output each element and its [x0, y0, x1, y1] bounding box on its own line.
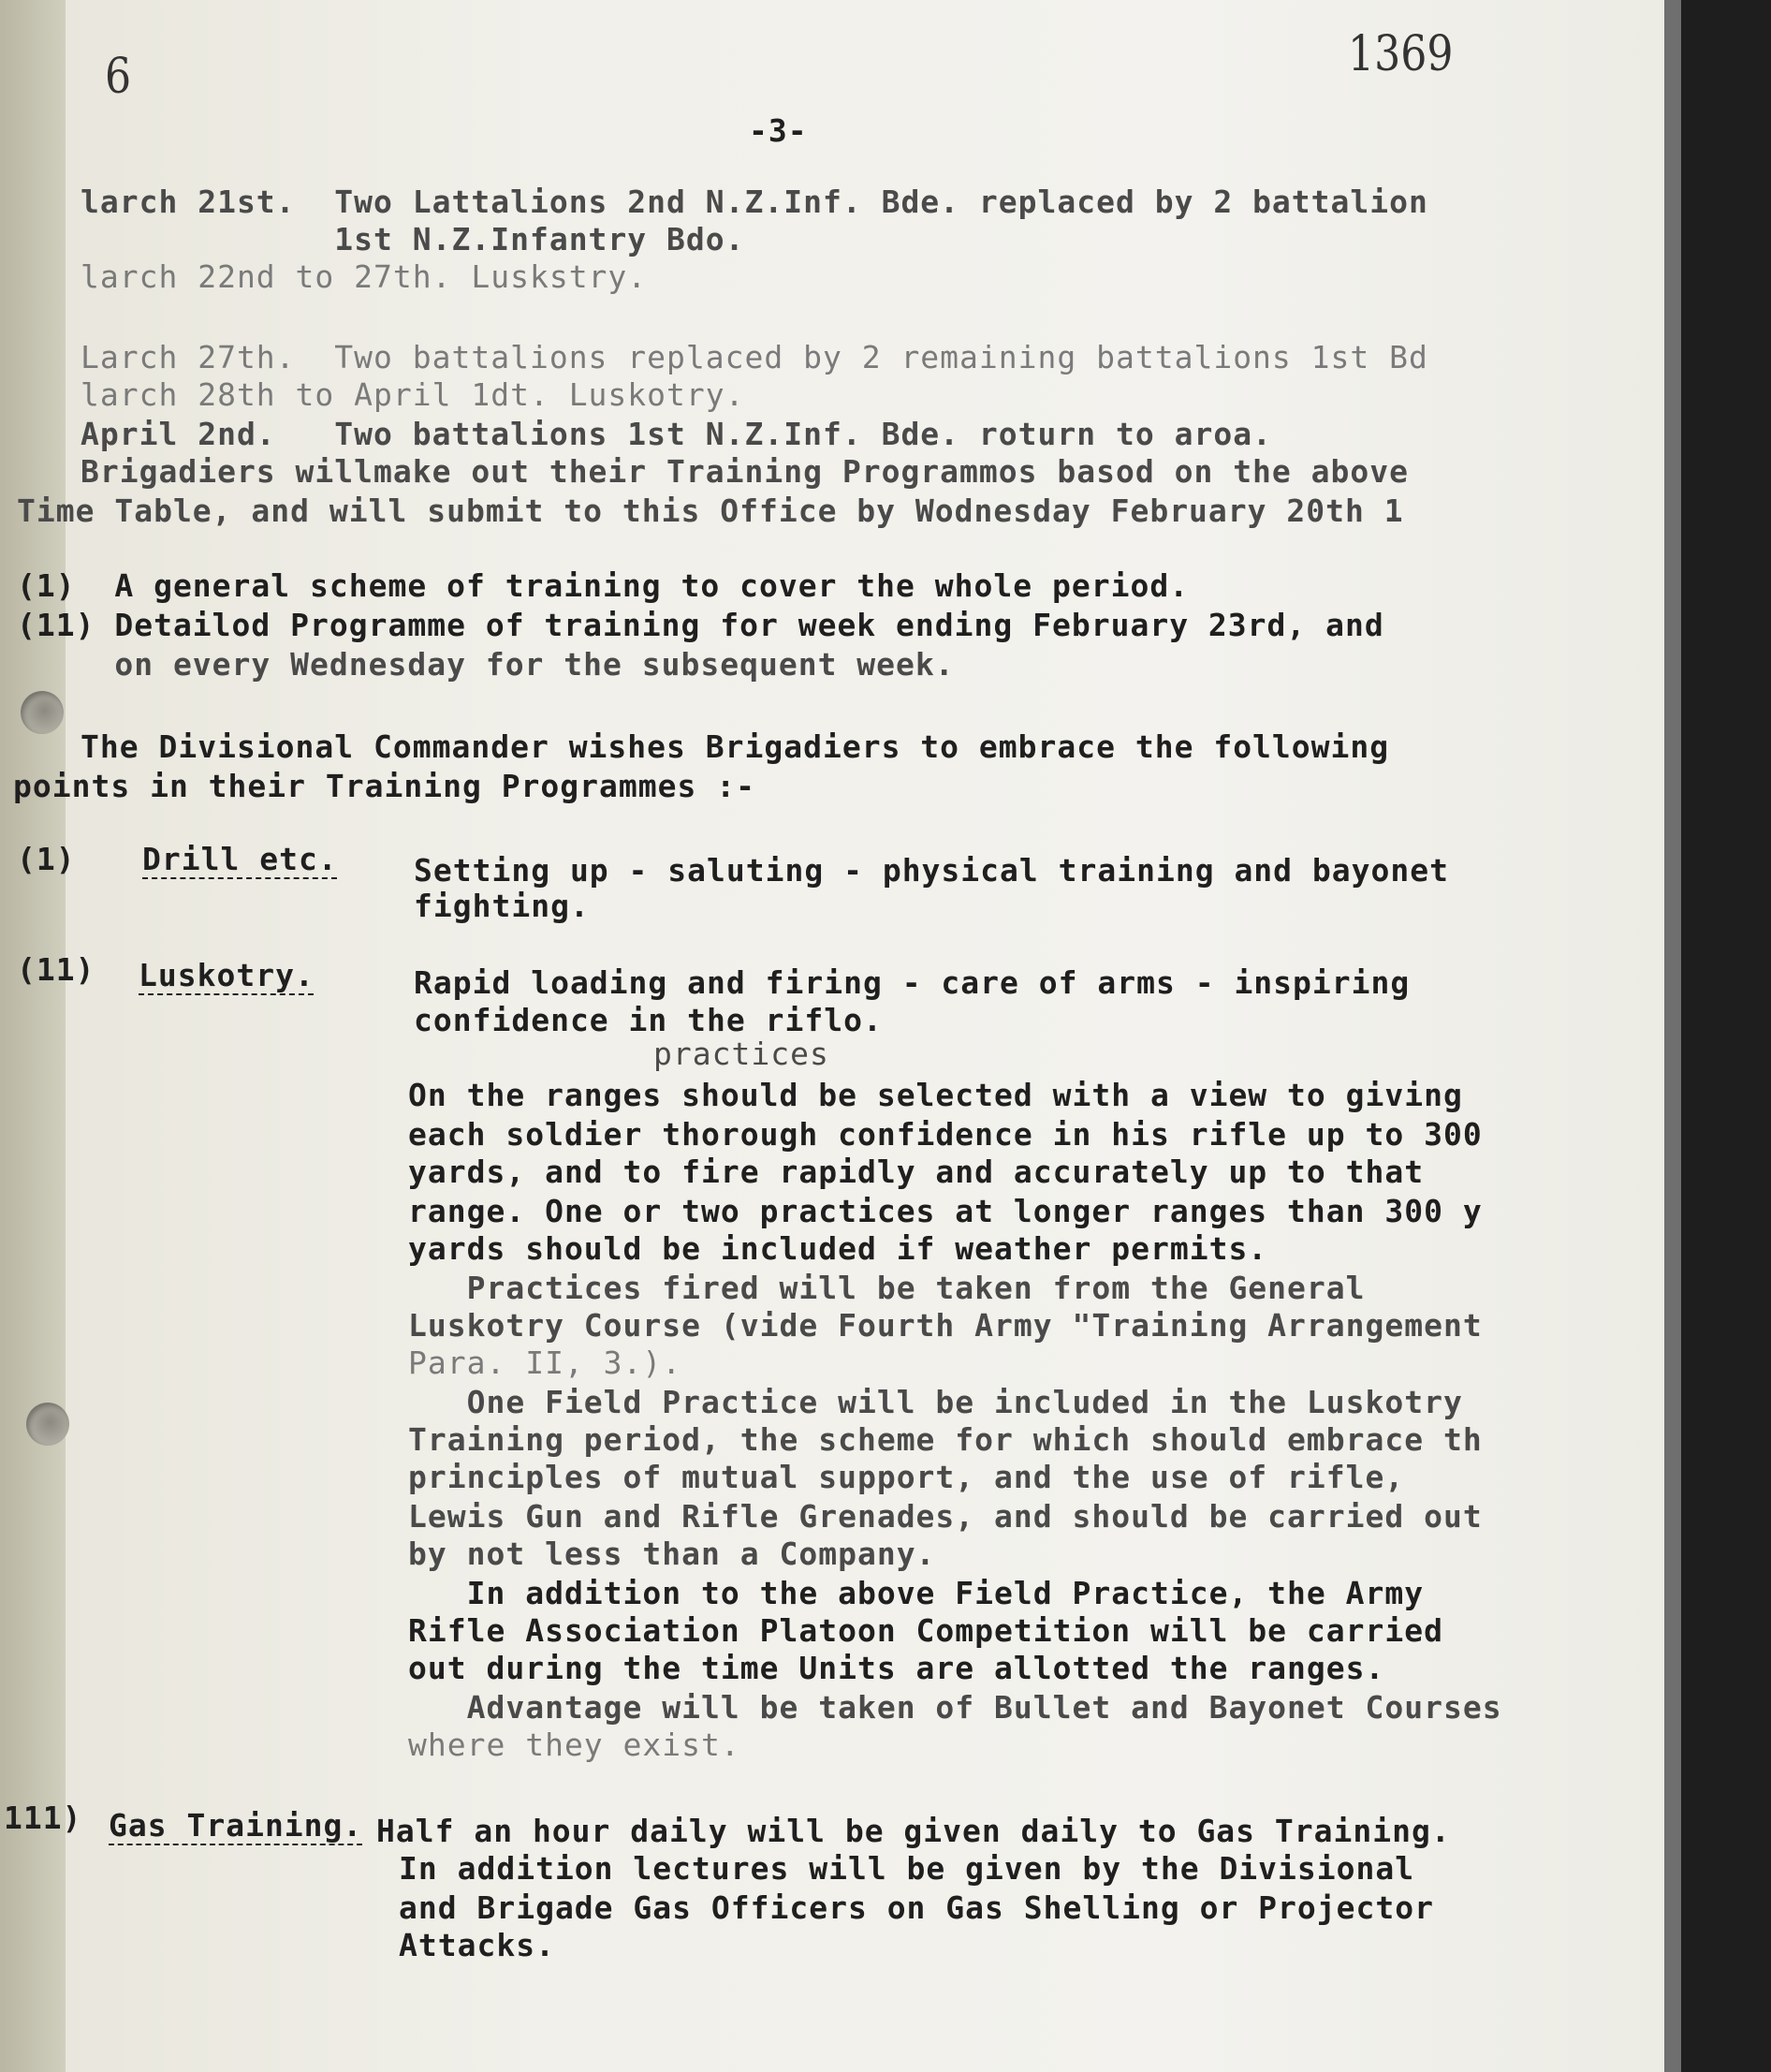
body-line: In addition to the above Field Practice, the Army: [408, 1575, 1425, 1611]
body-line: each soldier thorough confidence in his rifle up to 300: [408, 1116, 1483, 1153]
item-text: confidence in the riflo.: [414, 1002, 883, 1038]
item-text: fighting.: [414, 888, 590, 924]
item-text: Attacks.: [399, 1927, 555, 1963]
instruction-line: Brigadiers willmake out their Training Programmos basod on the above: [80, 453, 1410, 490]
binder-margin: [0, 0, 73, 2072]
instruction-line: Time Table, and will submit to this Office by Wodnesday February 20th 1: [17, 492, 1404, 529]
intro-line: The Divisional Commander wishes Brigadiers to embrace the following: [80, 728, 1390, 765]
item-text: Setting up - saluting - physical training and bayonet: [414, 852, 1449, 889]
timetable-line: larch 28th to April 1dt. Luskotry.: [80, 376, 745, 413]
timetable-line: 1st N.Z.Infantry Bdo.: [80, 221, 745, 257]
body-line: yards, and to fire rapidly and accurately up to that: [408, 1154, 1425, 1190]
item-number: (1): [17, 841, 76, 877]
body-line: Para. II, 3.).: [408, 1345, 682, 1381]
page-edge-shadow: [1664, 0, 1681, 2072]
item-heading: Drill etc.: [142, 841, 338, 877]
body-line: Practices fired will be taken from the General: [408, 1270, 1366, 1306]
item-number: 111): [4, 1800, 82, 1836]
instruction-item: (1) A general scheme of training to cover the whole period.: [17, 567, 1190, 604]
body-line: range. One or two practices at longer ranges than 300 y: [408, 1193, 1483, 1229]
item-heading: Gas Training.: [109, 1807, 363, 1844]
body-line: One Field Practice will be included in the Luskotry: [408, 1384, 1463, 1420]
body-line: Advantage will be taken of Bullet and Bayonet Courses: [408, 1689, 1502, 1726]
folio-number: 6: [105, 49, 132, 105]
item-text: Rapid loading and firing - care of arms - inspiring: [414, 964, 1411, 1001]
interlinear-insertion: practices: [653, 1036, 829, 1072]
page-marker: -3-: [749, 112, 808, 149]
instruction-item: on every Wednesday for the subsequent week.: [17, 646, 955, 683]
body-line: by not less than a Company.: [408, 1536, 936, 1572]
timetable-line: larch 22nd to 27th. Luskstry.: [80, 258, 648, 295]
body-line: where they exist.: [408, 1727, 740, 1763]
dark-background: [1681, 0, 1771, 2072]
body-line: On the ranges should be selected with a view to giving: [408, 1077, 1463, 1113]
timetable-line: larch 21st. Two Lattalions 2nd N.Z.Inf. Bde. replaced by 2 battalion: [80, 184, 1428, 220]
item-text: Half an hour daily will be given daily to Gas Training.: [376, 1813, 1451, 1849]
item-number: (11): [17, 951, 95, 988]
item-text: and Brigade Gas Officers on Gas Shelling or Projector: [399, 1889, 1434, 1926]
body-line: Rifle Association Platoon Competition will be carried: [408, 1612, 1443, 1649]
body-line: Training period, the scheme for which should embrace th: [408, 1421, 1483, 1458]
stamp-number: 1369: [1348, 26, 1454, 82]
body-line: Luskotry Course (vide Fourth Army "Training Arrangement: [408, 1307, 1483, 1344]
body-line: Lewis Gun and Rifle Grenades, and should be carried out: [408, 1498, 1483, 1535]
intro-line: points in their Training Programmes :-: [13, 768, 755, 804]
timetable-line: April 2nd. Two battalions 1st N.Z.Inf. Bde. roturn to aroa.: [80, 416, 1272, 452]
item-text: In addition lectures will be given by the Divisional: [399, 1850, 1415, 1887]
timetable-line: Larch 27th. Two battalions replaced by 2 remaining battalions 1st Bd: [80, 339, 1428, 375]
punch-hole-icon: [21, 691, 64, 734]
body-line: yards should be included if weather permits.: [408, 1230, 1268, 1267]
punch-hole-icon: [26, 1403, 69, 1446]
item-heading: Luskotry.: [139, 957, 315, 993]
instruction-item: (11) Detailod Programme of training for week ending February 23rd, and: [17, 607, 1384, 643]
body-line: out during the time Units are allotted the ranges.: [408, 1650, 1385, 1686]
body-line: principles of mutual support, and the use of rifle,: [408, 1459, 1405, 1495]
